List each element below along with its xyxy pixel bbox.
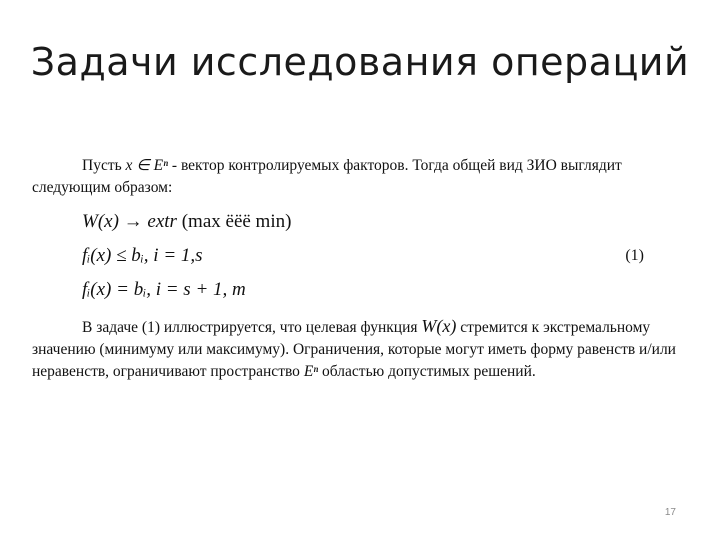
equation-line-inequality [82, 239, 692, 273]
slide-title: Задачи исследования операций [30, 40, 690, 84]
intro-math: x ∈ Eⁿ [125, 157, 169, 174]
intro-pre: Пусть [82, 157, 122, 174]
intro-paragraph [32, 155, 692, 199]
equation-line-equality [82, 273, 692, 307]
equation-line-objective [82, 205, 692, 239]
objective-lhs: W(x) → extr [82, 211, 177, 232]
slide-content [32, 155, 692, 383]
intro-post: - вектор контролируемых факторов. Тогда общей вид ЗИО выглядит следующим образом: [32, 157, 622, 196]
equation-system [32, 205, 692, 307]
page-number: 17 [664, 507, 676, 518]
explanation-pre: В задаче (1) иллюстрируется, что целевая функция [82, 319, 418, 336]
inequality-constraint: fᵢ(x) ≤ bᵢ, i = 1,s [82, 245, 203, 266]
equation-number: (1) [625, 247, 644, 264]
objective-paren: (max ёёё min) [181, 211, 292, 232]
explanation-math-w: W(x) [421, 316, 457, 336]
explanation-paragraph [32, 315, 692, 383]
equality-constraint: fᵢ(x) = bᵢ, i = s + 1, m [82, 279, 246, 300]
explanation-math-e: Eⁿ [303, 363, 319, 380]
explanation-mid: стремится к экстремальному значению (минимуму или максимуму). Ограничения, которые могут иметь форму равенств и/или неравенств, ограничивают пространство [32, 319, 676, 380]
explanation-post: областью допустимых решений. [322, 363, 536, 380]
